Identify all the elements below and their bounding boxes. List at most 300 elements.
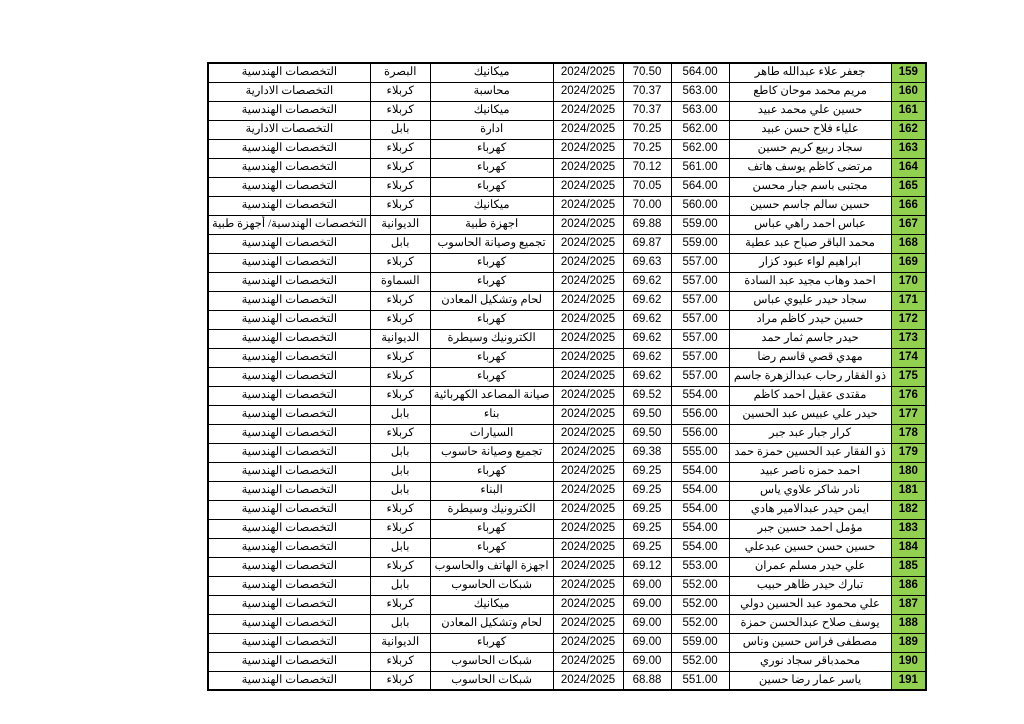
cell-total: 557.00: [671, 253, 729, 272]
cell-name: سجاد ربيع كريم حسين: [729, 139, 891, 158]
cell-average: 69.63: [623, 253, 671, 272]
cell-rank: 163: [891, 139, 926, 158]
table-row: [208, 101, 926, 120]
cell-average: 69.25: [623, 500, 671, 519]
cell-category: التخصصات الهندسية: [208, 500, 370, 519]
cell-rank: 170: [891, 272, 926, 291]
cell-average: 69.25: [623, 538, 671, 557]
cell-province: كربلاء: [370, 671, 430, 690]
cell-average: 69.00: [623, 633, 671, 652]
table-row: [208, 576, 926, 595]
cell-average: 70.50: [623, 63, 671, 82]
cell-specialty: بناء: [430, 405, 553, 424]
cell-rank: 168: [891, 234, 926, 253]
cell-total: 559.00: [671, 234, 729, 253]
cell-total: 554.00: [671, 481, 729, 500]
cell-name: نادر شاكر علاوي ياس: [729, 481, 891, 500]
cell-specialty: كهرباء: [430, 519, 553, 538]
cell-province: كربلاء: [370, 652, 430, 671]
cell-total: 552.00: [671, 595, 729, 614]
cell-province: كربلاء: [370, 424, 430, 443]
cell-specialty: ادارة: [430, 120, 553, 139]
cell-year: 2024/2025: [553, 177, 623, 196]
cell-year: 2024/2025: [553, 291, 623, 310]
table-row: [208, 614, 926, 633]
cell-year: 2024/2025: [553, 633, 623, 652]
cell-name: حسين علي محمد عبيد: [729, 101, 891, 120]
cell-year: 2024/2025: [553, 424, 623, 443]
cell-year: 2024/2025: [553, 272, 623, 291]
cell-name: ذو الفقار عبد الحسين حمزة حمد: [729, 443, 891, 462]
cell-specialty: اجهزة طبية: [430, 215, 553, 234]
cell-year: 2024/2025: [553, 215, 623, 234]
cell-specialty: كهرباء: [430, 633, 553, 652]
cell-name: احمد حمزه ناصر عبيد: [729, 462, 891, 481]
cell-name: عباس احمد راهي عباس: [729, 215, 891, 234]
cell-specialty: ميكانيك: [430, 595, 553, 614]
cell-year: 2024/2025: [553, 101, 623, 120]
cell-category: التخصصات الهندسية: [208, 386, 370, 405]
cell-rank: 187: [891, 595, 926, 614]
cell-average: 69.88: [623, 215, 671, 234]
cell-specialty: كهرباء: [430, 538, 553, 557]
table-row: [208, 291, 926, 310]
cell-category: التخصصات الهندسية: [208, 652, 370, 671]
cell-province: كربلاء: [370, 557, 430, 576]
cell-name: علياء فلاح حسن عبيد: [729, 120, 891, 139]
cell-name: علي حيدر مسلم عمران: [729, 557, 891, 576]
cell-specialty: الكترونيك وسيطرة: [430, 329, 553, 348]
cell-average: 70.00: [623, 196, 671, 215]
cell-total: 552.00: [671, 614, 729, 633]
cell-province: كربلاء: [370, 310, 430, 329]
cell-specialty: شبكات الحاسوب: [430, 576, 553, 595]
cell-name: احمد وهاب مجيد عبد السادة: [729, 272, 891, 291]
cell-year: 2024/2025: [553, 158, 623, 177]
cell-province: كربلاء: [370, 595, 430, 614]
cell-average: 68.88: [623, 671, 671, 690]
cell-average: 69.50: [623, 405, 671, 424]
cell-average: 69.62: [623, 348, 671, 367]
cell-total: 556.00: [671, 405, 729, 424]
cell-rank: 161: [891, 101, 926, 120]
cell-province: بابل: [370, 576, 430, 595]
cell-category: التخصصات الهندسية: [208, 234, 370, 253]
cell-specialty: لحام وتشكيل المعادن: [430, 291, 553, 310]
cell-province: الديوانية: [370, 215, 430, 234]
cell-year: 2024/2025: [553, 367, 623, 386]
cell-rank: 166: [891, 196, 926, 215]
cell-year: 2024/2025: [553, 139, 623, 158]
cell-category: التخصصات الهندسية: [208, 424, 370, 443]
cell-rank: 185: [891, 557, 926, 576]
cell-category: التخصصات الهندسية: [208, 462, 370, 481]
cell-specialty: كهرباء: [430, 177, 553, 196]
cell-average: 70.05: [623, 177, 671, 196]
cell-total: 554.00: [671, 386, 729, 405]
cell-rank: 180: [891, 462, 926, 481]
cell-name: سجاد حيدر عليوي عباس: [729, 291, 891, 310]
cell-name: مريم محمد موحان كاطع: [729, 82, 891, 101]
table-row: [208, 215, 926, 234]
cell-category: التخصصات الهندسية: [208, 196, 370, 215]
cell-specialty: كهرباء: [430, 139, 553, 158]
cell-province: كربلاء: [370, 82, 430, 101]
cell-category: التخصصات الهندسية: [208, 576, 370, 595]
results-table-container: [207, 62, 927, 691]
table-row: [208, 177, 926, 196]
cell-year: 2024/2025: [553, 329, 623, 348]
table-row: [208, 405, 926, 424]
cell-total: 551.00: [671, 671, 729, 690]
results-table: [207, 62, 927, 691]
cell-average: 69.25: [623, 462, 671, 481]
cell-average: 69.00: [623, 576, 671, 595]
cell-total: 559.00: [671, 215, 729, 234]
cell-average: 69.62: [623, 291, 671, 310]
cell-name: مجتبى باسم جبار محسن: [729, 177, 891, 196]
cell-year: 2024/2025: [553, 63, 623, 82]
cell-year: 2024/2025: [553, 576, 623, 595]
cell-name: محمدباقر سجاد نوري: [729, 652, 891, 671]
cell-rank: 173: [891, 329, 926, 348]
cell-category: التخصصات الهندسية/ أجهزة طبية: [208, 215, 370, 234]
cell-total: 555.00: [671, 443, 729, 462]
cell-province: بابل: [370, 120, 430, 139]
cell-total: 561.00: [671, 158, 729, 177]
cell-category: التخصصات الهندسية: [208, 329, 370, 348]
cell-year: 2024/2025: [553, 557, 623, 576]
cell-province: كربلاء: [370, 348, 430, 367]
cell-rank: 162: [891, 120, 926, 139]
table-row: [208, 519, 926, 538]
cell-total: 553.00: [671, 557, 729, 576]
cell-total: 559.00: [671, 633, 729, 652]
cell-province: البصرة: [370, 63, 430, 82]
cell-category: التخصصات الهندسية: [208, 139, 370, 158]
cell-specialty: كهرباء: [430, 310, 553, 329]
cell-name: مهدي قصي قاسم رضا: [729, 348, 891, 367]
cell-total: 557.00: [671, 329, 729, 348]
cell-rank: 184: [891, 538, 926, 557]
cell-province: الديوانية: [370, 329, 430, 348]
cell-average: 69.52: [623, 386, 671, 405]
table-row: [208, 234, 926, 253]
cell-rank: 189: [891, 633, 926, 652]
cell-year: 2024/2025: [553, 386, 623, 405]
cell-category: التخصصات الهندسية: [208, 348, 370, 367]
cell-year: 2024/2025: [553, 234, 623, 253]
table-row: [208, 443, 926, 462]
cell-total: 557.00: [671, 272, 729, 291]
table-row: [208, 63, 926, 82]
cell-specialty: السيارات: [430, 424, 553, 443]
cell-total: 562.00: [671, 120, 729, 139]
cell-province: بابل: [370, 538, 430, 557]
cell-rank: 181: [891, 481, 926, 500]
cell-average: 69.25: [623, 519, 671, 538]
table-row: [208, 595, 926, 614]
cell-category: التخصصات الهندسية: [208, 405, 370, 424]
cell-category: التخصصات الهندسية: [208, 101, 370, 120]
cell-category: التخصصات الهندسية: [208, 291, 370, 310]
cell-total: 554.00: [671, 500, 729, 519]
cell-specialty: كهرباء: [430, 462, 553, 481]
cell-specialty: كهرباء: [430, 158, 553, 177]
cell-province: كربلاء: [370, 291, 430, 310]
cell-year: 2024/2025: [553, 120, 623, 139]
table-row: [208, 196, 926, 215]
cell-rank: 160: [891, 82, 926, 101]
table-row: [208, 386, 926, 405]
table-row: [208, 310, 926, 329]
table-row: [208, 82, 926, 101]
cell-average: 69.50: [623, 424, 671, 443]
cell-category: التخصصات الادارية: [208, 82, 370, 101]
cell-province: كربلاء: [370, 139, 430, 158]
cell-specialty: كهرباء: [430, 367, 553, 386]
cell-total: 563.00: [671, 101, 729, 120]
cell-rank: 178: [891, 424, 926, 443]
cell-name: محمد الباقر صباح عبد عطية: [729, 234, 891, 253]
cell-name: حسين حيدر كاظم مراد: [729, 310, 891, 329]
table-row: [208, 139, 926, 158]
cell-rank: 177: [891, 405, 926, 424]
cell-specialty: البناء: [430, 481, 553, 500]
cell-province: بابل: [370, 443, 430, 462]
cell-category: التخصصات الهندسية: [208, 177, 370, 196]
cell-average: 70.37: [623, 82, 671, 101]
table-row: [208, 633, 926, 652]
table-row: [208, 348, 926, 367]
cell-name: ذو الفقار رحاب عبدالزهرة جاسم: [729, 367, 891, 386]
cell-rank: 164: [891, 158, 926, 177]
cell-name: جعفر علاء عبدالله طاهر: [729, 63, 891, 82]
table-row: [208, 652, 926, 671]
cell-name: حيدر علي عبيس عبد الحسين: [729, 405, 891, 424]
cell-category: التخصصات الهندسية: [208, 614, 370, 633]
cell-name: كرار جبار عبد جبر: [729, 424, 891, 443]
cell-specialty: تجميع وصيانة حاسوب: [430, 443, 553, 462]
cell-rank: 171: [891, 291, 926, 310]
cell-name: حيدر جاسم ثمار حمد: [729, 329, 891, 348]
cell-average: 69.12: [623, 557, 671, 576]
cell-specialty: اجهزة الهاتف والحاسوب: [430, 557, 553, 576]
cell-name: مصطفى فراس حسين وناس: [729, 633, 891, 652]
cell-average: 70.12: [623, 158, 671, 177]
cell-total: 557.00: [671, 348, 729, 367]
cell-province: بابل: [370, 614, 430, 633]
cell-category: التخصصات الهندسية: [208, 557, 370, 576]
cell-province: بابل: [370, 462, 430, 481]
cell-total: 552.00: [671, 652, 729, 671]
cell-total: 554.00: [671, 462, 729, 481]
cell-specialty: ميكانيك: [430, 63, 553, 82]
cell-rank: 175: [891, 367, 926, 386]
cell-average: 69.00: [623, 614, 671, 633]
table-row: [208, 272, 926, 291]
cell-year: 2024/2025: [553, 481, 623, 500]
cell-category: التخصصات الهندسية: [208, 519, 370, 538]
cell-name: يوسف صلاح عبدالحسن حمزة: [729, 614, 891, 633]
cell-category: التخصصات الهندسية: [208, 272, 370, 291]
table-row: [208, 671, 926, 690]
cell-category: التخصصات الادارية: [208, 120, 370, 139]
cell-rank: 190: [891, 652, 926, 671]
cell-year: 2024/2025: [553, 595, 623, 614]
cell-province: الديوانية: [370, 633, 430, 652]
cell-name: مقتدى عقيل احمد كاظم: [729, 386, 891, 405]
cell-province: بابل: [370, 481, 430, 500]
cell-specialty: ميكانيك: [430, 101, 553, 120]
cell-category: التخصصات الهندسية: [208, 310, 370, 329]
table-row: [208, 538, 926, 557]
cell-average: 69.00: [623, 595, 671, 614]
cell-average: 70.37: [623, 101, 671, 120]
cell-category: التخصصات الهندسية: [208, 253, 370, 272]
table-row: [208, 329, 926, 348]
cell-specialty: شبكات الحاسوب: [430, 652, 553, 671]
cell-year: 2024/2025: [553, 196, 623, 215]
cell-total: 564.00: [671, 177, 729, 196]
cell-category: التخصصات الهندسية: [208, 63, 370, 82]
cell-rank: 176: [891, 386, 926, 405]
cell-rank: 174: [891, 348, 926, 367]
cell-total: 563.00: [671, 82, 729, 101]
cell-rank: 179: [891, 443, 926, 462]
cell-year: 2024/2025: [553, 671, 623, 690]
cell-rank: 165: [891, 177, 926, 196]
cell-specialty: لحام وتشكيل المعادن: [430, 614, 553, 633]
cell-specialty: شبكات الحاسوب: [430, 671, 553, 690]
cell-total: 554.00: [671, 519, 729, 538]
cell-province: كربلاء: [370, 253, 430, 272]
cell-province: كربلاء: [370, 367, 430, 386]
cell-year: 2024/2025: [553, 614, 623, 633]
cell-specialty: كهرباء: [430, 253, 553, 272]
cell-name: تبارك حيدر ظاهر حبيب: [729, 576, 891, 595]
cell-total: 557.00: [671, 310, 729, 329]
cell-rank: 172: [891, 310, 926, 329]
cell-rank: 191: [891, 671, 926, 690]
cell-rank: 167: [891, 215, 926, 234]
cell-specialty: صيانة المصاعد الكهربائية: [430, 386, 553, 405]
cell-average: 69.38: [623, 443, 671, 462]
table-row: [208, 158, 926, 177]
cell-province: بابل: [370, 234, 430, 253]
cell-year: 2024/2025: [553, 443, 623, 462]
cell-category: التخصصات الهندسية: [208, 595, 370, 614]
cell-year: 2024/2025: [553, 82, 623, 101]
cell-province: كربلاء: [370, 196, 430, 215]
cell-year: 2024/2025: [553, 310, 623, 329]
table-row: [208, 462, 926, 481]
cell-rank: 169: [891, 253, 926, 272]
cell-year: 2024/2025: [553, 500, 623, 519]
cell-average: 69.87: [623, 234, 671, 253]
table-row: [208, 500, 926, 519]
cell-province: كربلاء: [370, 101, 430, 120]
cell-total: 557.00: [671, 291, 729, 310]
cell-province: كربلاء: [370, 519, 430, 538]
cell-category: التخصصات الهندسية: [208, 538, 370, 557]
cell-average: 69.62: [623, 367, 671, 386]
cell-name: ابراهيم لواء عبود كزار: [729, 253, 891, 272]
cell-rank: 186: [891, 576, 926, 595]
cell-year: 2024/2025: [553, 462, 623, 481]
table-row: [208, 367, 926, 386]
cell-name: علي محمود عبد الحسين دولي: [729, 595, 891, 614]
cell-rank: 188: [891, 614, 926, 633]
cell-specialty: كهرباء: [430, 348, 553, 367]
cell-average: 70.25: [623, 120, 671, 139]
cell-category: التخصصات الهندسية: [208, 367, 370, 386]
cell-name: حسين سالم جاسم حسين: [729, 196, 891, 215]
cell-average: 69.62: [623, 310, 671, 329]
cell-average: 69.25: [623, 481, 671, 500]
table-row: [208, 557, 926, 576]
cell-specialty: تجميع وصيانة الحاسوب: [430, 234, 553, 253]
cell-rank: 183: [891, 519, 926, 538]
cell-name: مؤمل احمد حسين جبر: [729, 519, 891, 538]
cell-average: 69.00: [623, 652, 671, 671]
cell-total: 562.00: [671, 139, 729, 158]
table-row: [208, 481, 926, 500]
cell-total: 560.00: [671, 196, 729, 215]
cell-specialty: الكترونيك وسيطرة: [430, 500, 553, 519]
cell-year: 2024/2025: [553, 538, 623, 557]
cell-province: السماوة: [370, 272, 430, 291]
cell-total: 552.00: [671, 576, 729, 595]
cell-category: التخصصات الهندسية: [208, 671, 370, 690]
cell-name: ياسر عمار رضا حسين: [729, 671, 891, 690]
cell-specialty: محاسبة: [430, 82, 553, 101]
cell-average: 69.62: [623, 272, 671, 291]
cell-category: التخصصات الهندسية: [208, 481, 370, 500]
cell-name: مرتضى كاظم يوسف هاتف: [729, 158, 891, 177]
table-row: [208, 424, 926, 443]
cell-rank: 159: [891, 63, 926, 82]
cell-rank: 182: [891, 500, 926, 519]
table-row: [208, 253, 926, 272]
cell-total: 564.00: [671, 63, 729, 82]
cell-year: 2024/2025: [553, 652, 623, 671]
cell-average: 69.62: [623, 329, 671, 348]
cell-province: كربلاء: [370, 177, 430, 196]
cell-year: 2024/2025: [553, 405, 623, 424]
cell-province: كربلاء: [370, 500, 430, 519]
cell-total: 556.00: [671, 424, 729, 443]
cell-year: 2024/2025: [553, 519, 623, 538]
cell-province: كربلاء: [370, 386, 430, 405]
cell-year: 2024/2025: [553, 253, 623, 272]
cell-specialty: ميكانيك: [430, 196, 553, 215]
cell-category: التخصصات الهندسية: [208, 443, 370, 462]
cell-province: كربلاء: [370, 158, 430, 177]
cell-category: التخصصات الهندسية: [208, 158, 370, 177]
results-table-body: [208, 63, 926, 690]
cell-total: 554.00: [671, 538, 729, 557]
cell-total: 557.00: [671, 367, 729, 386]
cell-name: حسين حسن حسين عبدعلي: [729, 538, 891, 557]
cell-year: 2024/2025: [553, 348, 623, 367]
cell-average: 70.25: [623, 139, 671, 158]
table-row: [208, 120, 926, 139]
cell-category: التخصصات الهندسية: [208, 633, 370, 652]
cell-province: بابل: [370, 405, 430, 424]
cell-name: ايمن حيدر عبدالامير هادي: [729, 500, 891, 519]
cell-specialty: كهرباء: [430, 272, 553, 291]
